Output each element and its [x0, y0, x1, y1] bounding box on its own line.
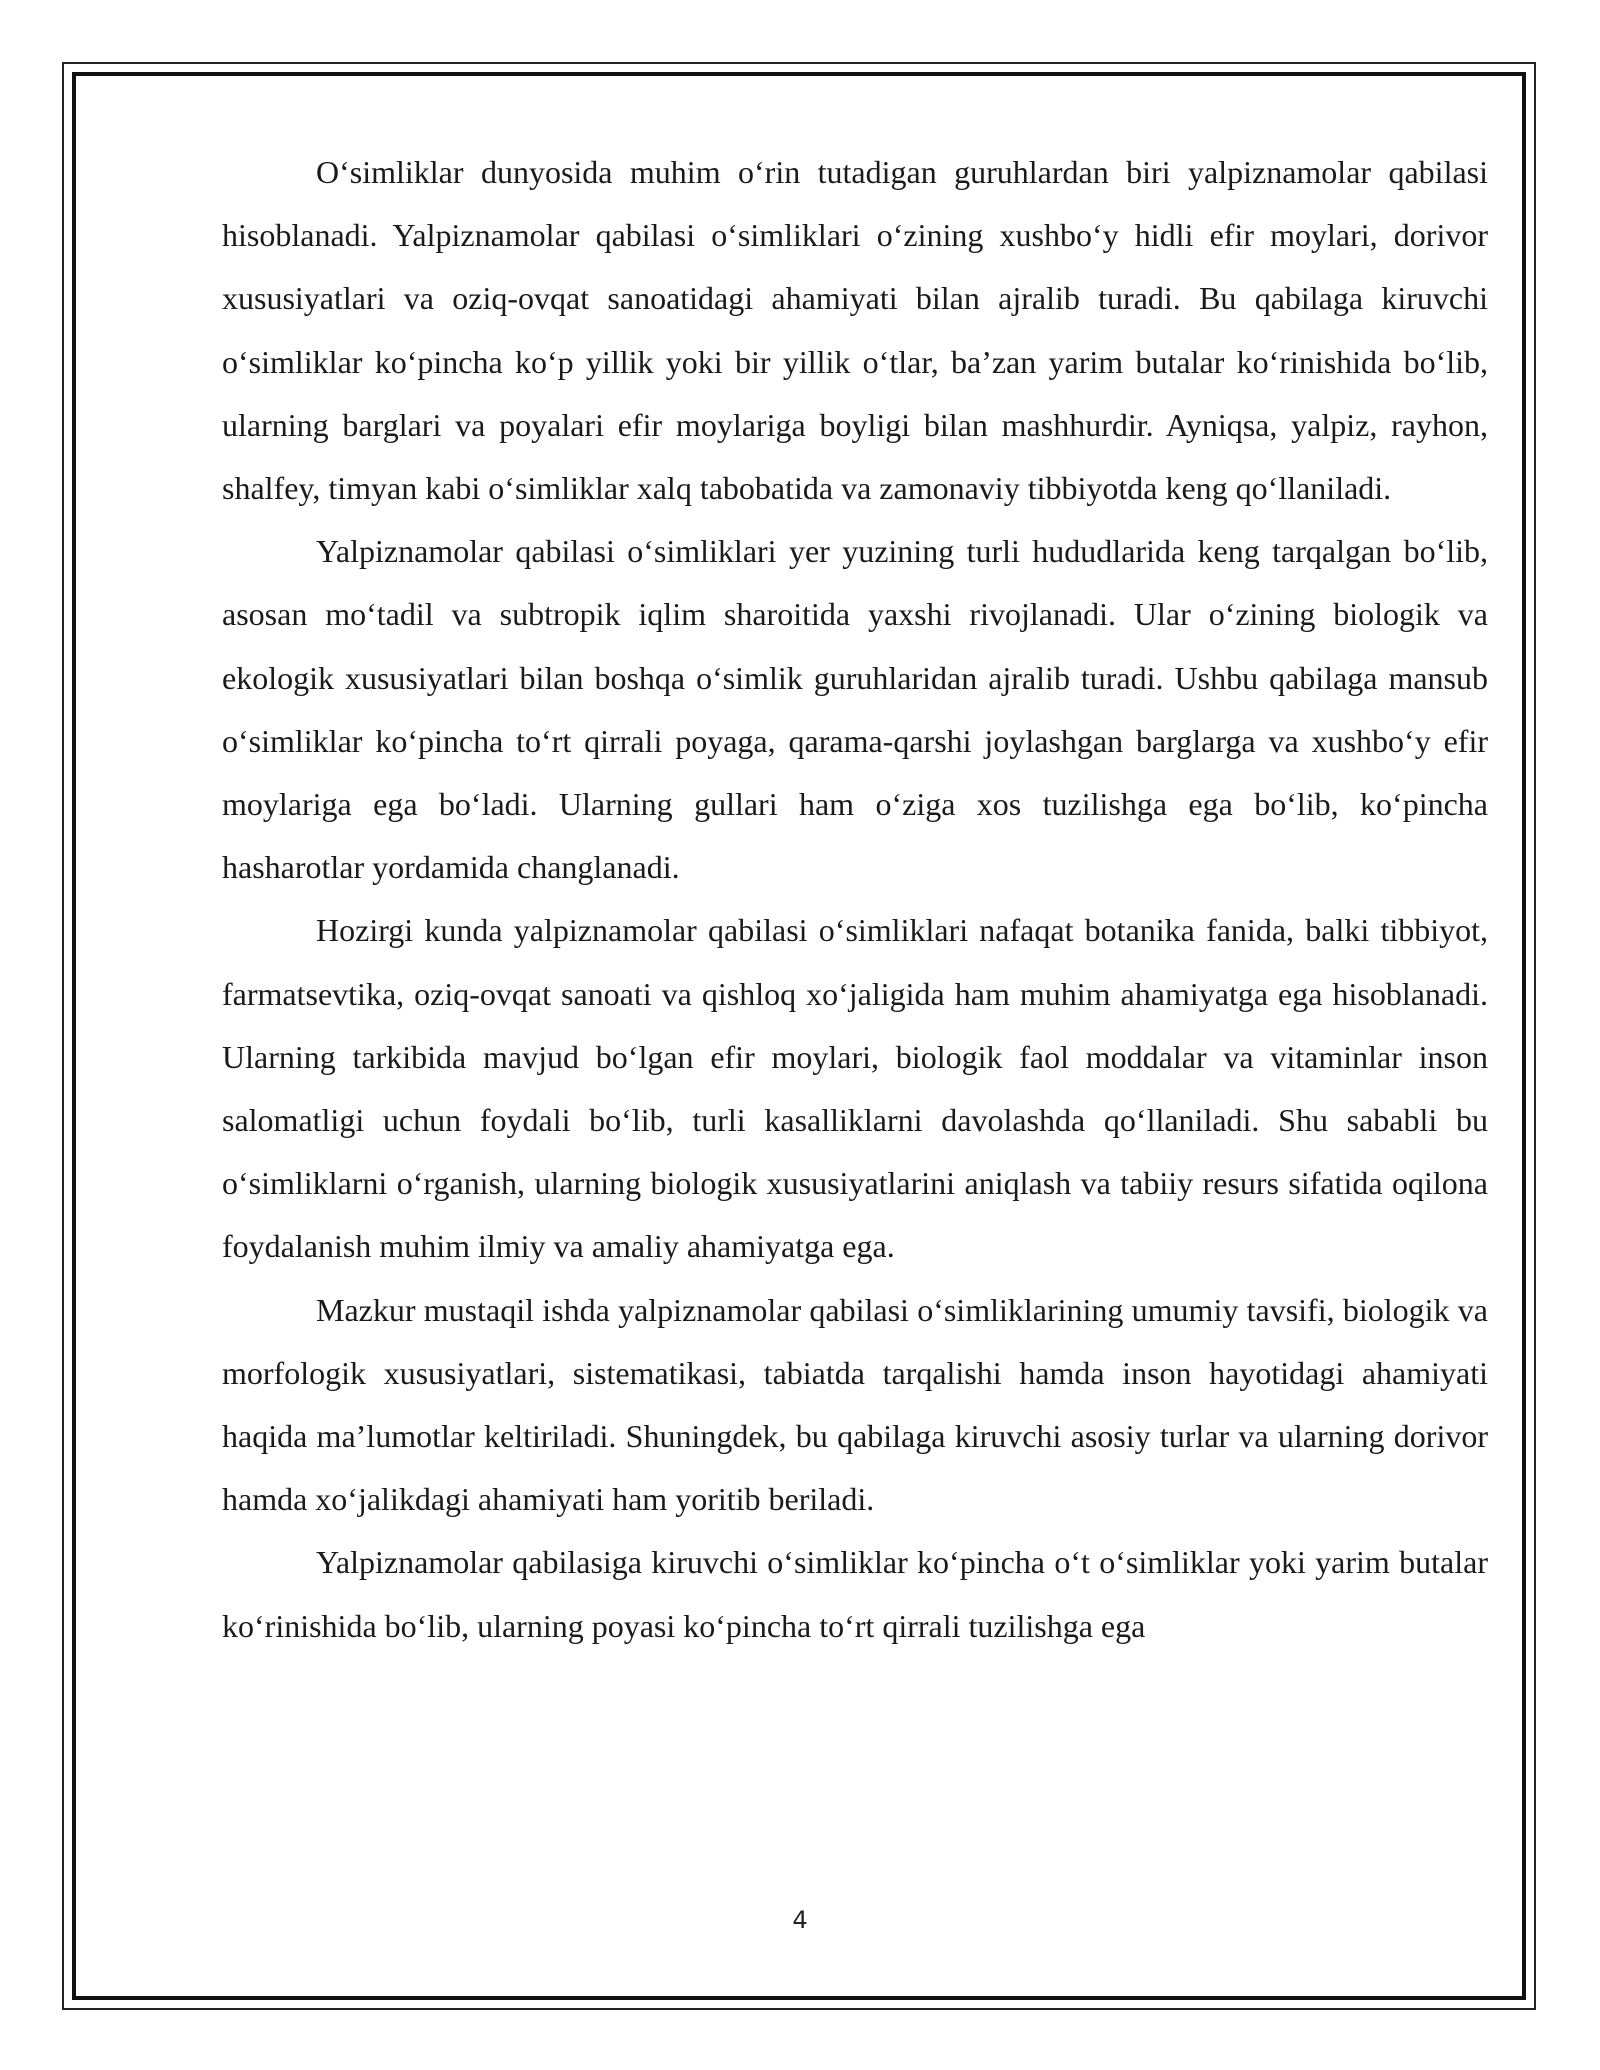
page-number: 4 — [792, 1906, 808, 1934]
document-body — [222, 141, 1488, 1658]
paragraph-importance: Hozirgi kunda yalpiznamolar qabilasi o‘simliklari nafaqat botanika fanida, balki tibbiyot, farmatsevtika, oziq-ovqat sanoati va qishloq xo‘jaligida ham muhim ahamiyatga ega hisoblanadi. Ularning tarkibida mavjud bo‘lgan efir moylari, biologik faol moddalar va vitaminlar inson salomatligi uchun foydali bo‘lib, turli kasalliklarni davolashda qo‘llaniladi. Shu sababli bu o‘simliklarni o‘rganish, ularning biologik xususiyatlarini aniqlash va tabiiy resurs sifatida oqilona foydalanish muhim ilmiy va amaliy ahamiyatga ega. — [222, 912, 1488, 1265]
paragraph-distribution: Yalpiznamolar qabilasi o‘simliklari yer yuzining turli hududlarida keng tarqalgan bo‘lib, asosan mo‘tadil va subtropik iqlim sharoitida yaxshi rivojlanadi. Ular o‘zining biologik va ekologik xususiyatlari bilan boshqa o‘simlik guruhlaridan ajralib turadi. Ushbu qabilaga mansub o‘simliklar ko‘pincha to‘rt qirrali poyaga, qarama-qarshi joylashgan barglarga va xushbo‘y efir moylariga ega bo‘ladi. Ularning gullari ham o‘ziga xos tuzilishga ega bo‘lib, ko‘pincha hasharotlar yordamida changlanadi. — [222, 533, 1488, 886]
paragraph-morphology: Yalpiznamolar qabilasiga kiruvchi o‘simliklar ko‘pincha o‘t o‘simliklar yoki yarim butalar ko‘rinishida bo‘lib, ularning poyasi ko‘pincha to‘rt qirrali tuzilishga ega — [222, 1544, 1488, 1644]
paragraph-work-scope: Mazkur mustaqil ishda yalpiznamolar qabilasi o‘simliklarining umumiy tavsifi, biologik va morfologik xususiyatlari, sistematikasi, tabiatda tarqalishi hamda inson hayotidagi ahamiyati haqida ma’lumotlar keltiriladi. Shuningdek, bu qabilaga kiruvchi asosiy turlar va ularning dorivor hamda xo‘jalikdagi ahamiyati ham yoritib beriladi. — [222, 1291, 1488, 1518]
paragraph-intro: O‘simliklar dunyosida muhim o‘rin tutadigan guruhlardan biri yalpiznamolar qabilasi hisoblanadi. Yalpiznamolar qabilasi o‘simliklari o‘zining xushbo‘y hidli efir moylari, dorivor xususiyatlari va oziq-ovqat sanoatidagi ahamiyati bilan ajralib turadi. Bu qabilaga kiruvchi o‘simliklar ko‘pincha ko‘p yillik yoki bir yillik o‘tlar, ba’zan yarim butalar ko‘rinishida bo‘lib, ularning barglari va poyalari efir moylariga boyligi bilan mashhurdir. Ayniqsa, yalpiz, rayhon, shalfey, timyan kabi o‘simliklar xalq tabobatida va zamonaviy tibbiyotda keng qo‘llaniladi. — [222, 154, 1488, 507]
